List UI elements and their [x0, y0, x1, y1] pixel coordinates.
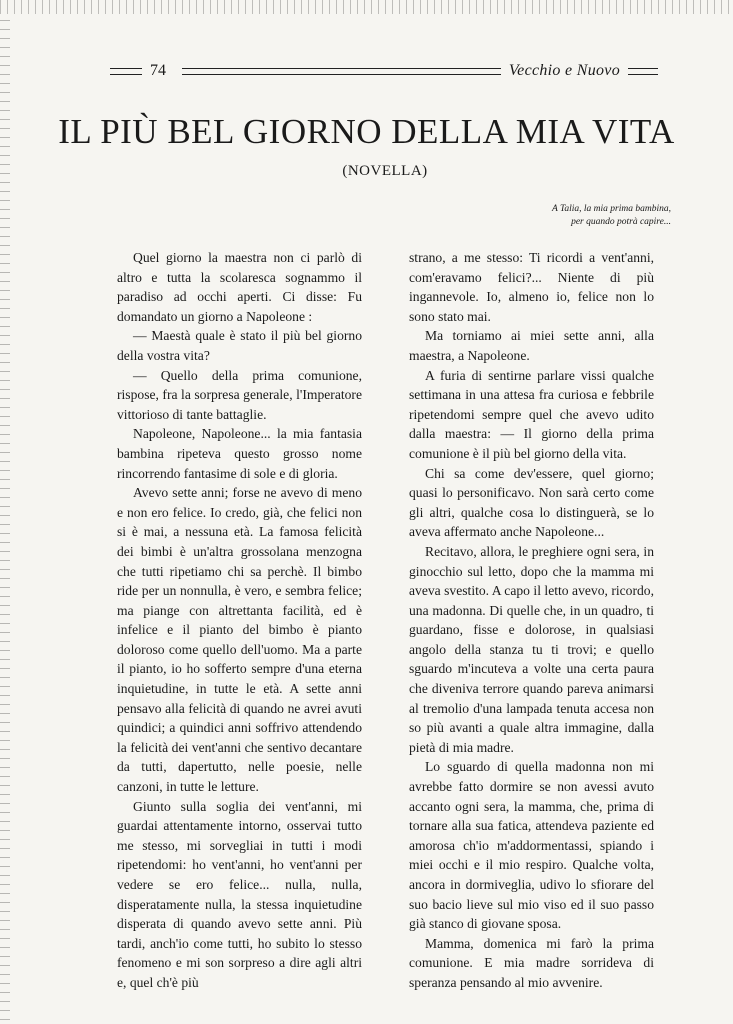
scan-ruler-numbers	[0, 0, 733, 12]
paragraph: Ma torniamo ai miei sette anni, alla maestra, a Napoleone.	[409, 328, 654, 363]
article-title: IL PIÙ BEL GIORNO DELLA MIA VITA	[58, 112, 675, 151]
paragraph: — Quello della prima comunione, rispose, fra la sorpresa generale, l'Imperatore vittorioso di tante battaglie.	[117, 367, 362, 422]
paragraph: Quel giorno la maestra non ci parlò di altro e tutta la scolaresca sognammo il paradiso ad occhi aperti. Ci disse: Fu domandato un giorno a Napoleone :	[117, 250, 362, 324]
running-header	[110, 60, 658, 82]
dedication-line: per quando potrà capire...	[571, 217, 671, 227]
text-column-left	[117, 248, 362, 993]
article-subtitle: (NOVELLA)	[342, 163, 428, 179]
dedication	[552, 203, 671, 229]
header-rule-right	[628, 68, 658, 75]
paragraph: Recitavo, allora, le preghiere ogni sera, in ginocchio sul letto, dopo che la mamma mi aveva svestito. A capo il letto avevo, ricordo, una madonna. Di quelle che, in un quadro, ti guardano, fisse e dolorose, in qualsiasi angolo della stanza tu ti trovi; e quello sguardo m'incuteva a volte una certa paura che diveniva terrore quando pareva animarsi al tremolio d'una lampada tenuta accesa non so più avanti a quale altra immagine, dalla pietà di mia madre.	[409, 543, 654, 755]
page-number: 74	[150, 62, 166, 79]
paragraph: strano, a me stesso: Ti ricordi a vent'anni, com'eravamo felici?... Niente di più ingannevole. Io, almeno io, felice non lo sono stato mai.	[409, 250, 654, 324]
paragraph: Mamma, domenica mi farò la prima comunione. E mia madre sorrideva di speranza pensando al mio avvenire.	[409, 935, 654, 990]
paragraph: Avevo sette anni; forse ne avevo di meno e non ero felice. Io credo, già, che felici non si è mai, a nessuna età. La famosa felicità dei bimbi è un'altra grossolana menzogna che tutti ripetiamo chi sa perchè. Il bimbo ride per un nonnulla, è vero, e sembra felice; ma piange con altrettanta facilità, ed è infelice e il pianto del bimbo è pianto doloroso come quello dell'uomo. Ma a parte il pianto, io ho sofferto sempre d'una eterna inquietudine, in tutte le età. A sette anni pensavo alla felicità di quando ne avrei avuti quindici; a quindici anni soffrivo attendendo la felicità dei vent'anni che sentivo decantare da tutti, dapertutto, nelle poesie, nelle canzoni, in tutte le letture.	[117, 485, 362, 795]
paragraph: Chi sa come dev'essere, quel giorno; quasi lo personificavo. Non sarà certo come gli altri, qualche cosa lo distinguerà, se lo aveva affermato anche Napoleone...	[409, 465, 654, 540]
paragraph: — Maestà quale è stato il più bel giorno della vostra vita?	[117, 328, 362, 363]
magazine-title: Vecchio e Nuovo	[508, 62, 620, 79]
paragraph: A furia di sentirne parlare vissi qualche settimana in una attesa fra curiosa e febbrile ripetendomi sempre quel che avevo udito dalla maestra: — Il giorno della prima comunione è il più bel giorno della vita.	[409, 367, 654, 461]
header-rule-left	[110, 68, 142, 75]
paragraph: Giunto sulla soglia dei vent'anni, mi guardai attentamente intorno, osservai tutto me stesso, mi sorvegliai in tutti i modi ripetendomi: ho vent'anni, ho vent'anni per vedere se ero felice... nulla, nulla, disperatamente nulla, la stessa inquietudine disperata di quando avevo sette anni. Più tardi, anch'io come tutti, ho subito lo stesso fenomeno e mi son sorpreso a dire agli altri e, quel ch'è più	[117, 798, 362, 990]
paragraph: Lo sguardo di quella madonna non mi avrebbe fatto dormire se non avessi avuto accanto ogni sera, la mamma, che, prima di tornare alla sua fatica, attendeva paziente ed amorosa ch'io m'addormentassi, spiando i miei occhi e il mio respiro. Qualche volta, ancora in dormiveglia, udivo lo sfiorare del suo bacio lieve sul mio viso ed il suo passo già stanco di giovane sposa.	[409, 759, 654, 932]
dedication-line: A Talia, la mia prima bambina,	[551, 204, 671, 214]
text-column-right	[409, 248, 654, 993]
paragraph: Napoleone, Napoleone... la mia fantasia bambina ripeteva questo grosso nome rincorrendo fantasime di sole e di gloria.	[117, 426, 362, 481]
header-rule-middle	[182, 68, 501, 75]
